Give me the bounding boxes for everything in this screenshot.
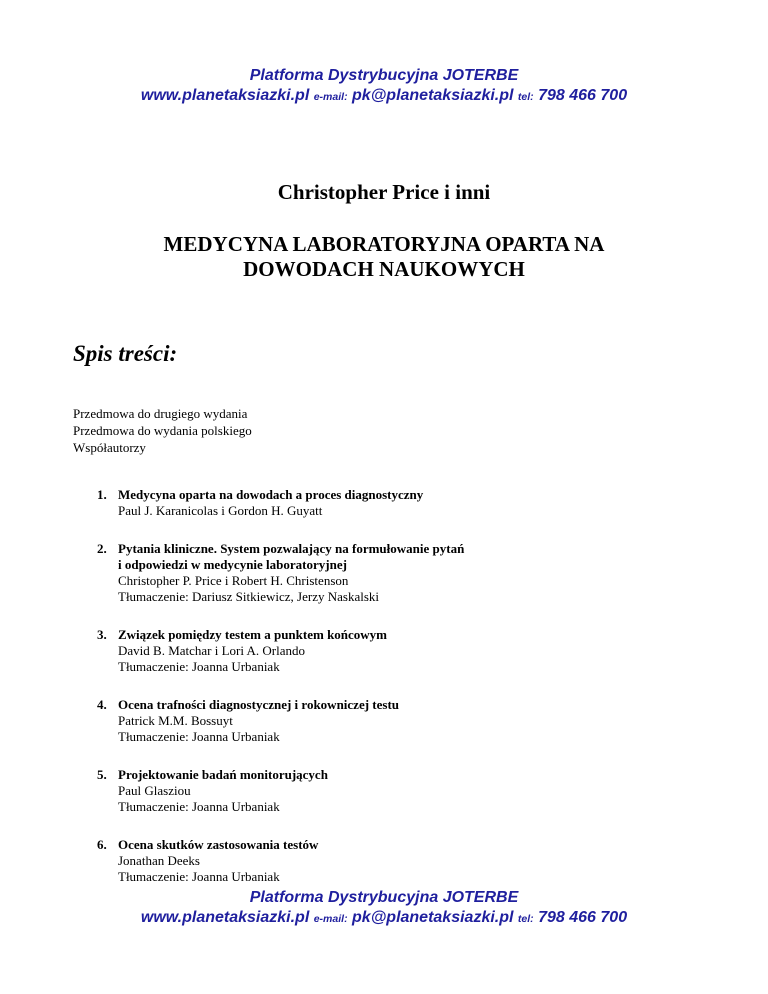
footer-email-label: e-mail: <box>313 913 348 925</box>
chapter-title: Ocena skutków zastosowania testów <box>118 837 319 852</box>
footer-contact-line <box>0 908 768 929</box>
chapter-number: 5. <box>97 767 107 782</box>
chapter-translation: Tłumaczenie: Joanna Urbaniak <box>118 659 280 674</box>
chapter-list <box>97 487 697 885</box>
chapter-number: 1. <box>97 487 107 502</box>
front-matter-item: Przedmowa do wydania polskiego <box>73 423 252 438</box>
header-contact-line <box>0 86 768 107</box>
toc-heading: Spis treści: <box>73 341 178 366</box>
chapter-authors: Jonathan Deeks <box>118 853 200 868</box>
chapter-authors: Patrick M.M. Bossuyt <box>118 713 233 728</box>
chapter-title-continued: i odpowiedzi w medycynie laboratoryjnej <box>118 557 347 572</box>
chapter-number: 2. <box>97 541 107 556</box>
chapter-authors: Christopher P. Price i Robert H. Christenson <box>118 573 349 588</box>
header-email-label: e-mail: <box>313 91 348 103</box>
header-tel-label: tel: <box>517 91 534 103</box>
chapter-authors: David B. Matchar i Lori A. Orlando <box>118 643 306 658</box>
footer-tel-label: tel: <box>517 913 534 925</box>
chapter-authors: Paul J. Karanicolas i Gordon H. Guyatt <box>118 503 323 518</box>
chapter-number: 6. <box>97 837 107 852</box>
footer-email-link[interactable]: pk@planetaksiazki.pl <box>352 909 514 926</box>
chapter-title: Medycyna oparta na dowodach a proces diagnostyczny <box>118 487 424 502</box>
header-platform-name: Platforma Dystrybucyjna JOTERBE <box>249 67 519 84</box>
header-email-link[interactable]: pk@planetaksiazki.pl <box>352 87 514 104</box>
chapter-item-2 <box>97 541 697 605</box>
footer-platform-name: Platforma Dystrybucyjna JOTERBE <box>249 889 519 906</box>
footer-website-link[interactable]: www.planetaksiazki.pl <box>140 909 310 926</box>
chapter-item-1 <box>97 487 697 519</box>
book-title-line-2: DOWODACH NAUKOWYCH <box>243 257 525 281</box>
chapter-translation: Tłumaczenie: Joanna Urbaniak <box>118 799 280 814</box>
footer-banner <box>0 888 768 929</box>
chapter-title: Projektowanie badań monitorujących <box>118 767 328 782</box>
chapter-title: Pytania kliniczne. System pozwalający na formułowanie pytań <box>118 541 465 556</box>
front-matter-item: Przedmowa do drugiego wydania <box>73 406 248 421</box>
front-matter-item: Współautorzy <box>73 440 146 455</box>
header-banner <box>0 66 768 107</box>
front-matter-list <box>73 405 252 456</box>
chapter-translation: Tłumaczenie: Joanna Urbaniak <box>118 729 280 744</box>
chapter-number: 4. <box>97 697 107 712</box>
chapter-translation: Tłumaczenie: Joanna Urbaniak <box>118 869 280 884</box>
chapter-authors: Paul Glasziou <box>118 783 191 798</box>
footer-phone: 798 466 700 <box>538 909 628 926</box>
chapter-number: 3. <box>97 627 107 642</box>
chapter-item-5 <box>97 767 697 815</box>
chapter-item-4 <box>97 697 697 745</box>
header-phone: 798 466 700 <box>538 87 628 104</box>
chapter-title: Związek pomiędzy testem a punktem końcowym <box>118 627 388 642</box>
book-author: Christopher Price i inni <box>277 180 491 204</box>
chapter-translation: Tłumaczenie: Dariusz Sitkiewicz, Jerzy Naskalski <box>118 589 379 604</box>
chapter-item-6 <box>97 837 697 885</box>
header-website-link[interactable]: www.planetaksiazki.pl <box>140 87 310 104</box>
chapter-title: Ocena trafności diagnostycznej i rokowniczej testu <box>118 697 400 712</box>
book-title-line-1: MEDYCYNA LABORATORYJNA OPARTA NA <box>163 232 605 256</box>
chapter-item-3 <box>97 627 697 675</box>
book-title <box>0 232 768 282</box>
